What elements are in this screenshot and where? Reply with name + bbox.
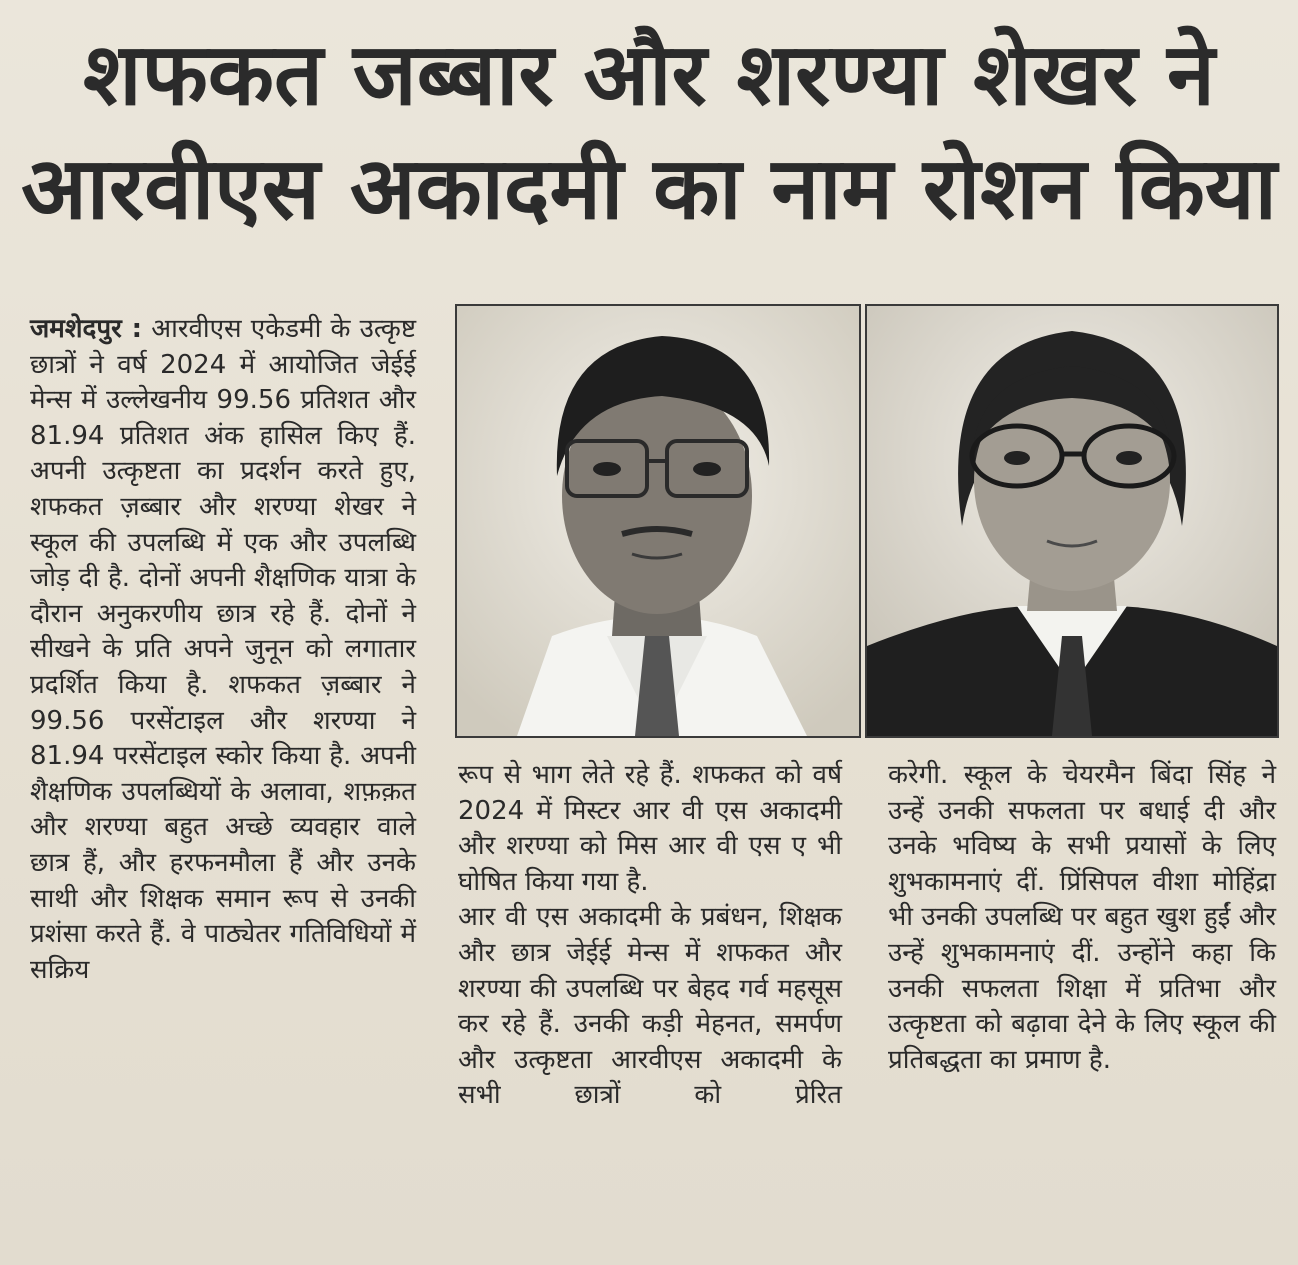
column-2-para-1: रूप से भाग लेते रहे हैं. शफकत को वर्ष 2024 में मिस्टर आर वी एस अकादमी और शरण्या को मिस आर वी एस ए भी घोषित किया गया है. <box>458 760 842 897</box>
column-2-para-2: आर वी एस अकादमी के प्रबंधन, शिक्षक और छात्र जेईई मेन्स में शफकत और शरण्या की उपलब्धि पर बेहद गर्व महसूस कर रहे हैं. उनकी कड़ी मेहनत, समर्पण और उत्कृष्टता आरवीएस अकादमी के सभी छात्रों को प्रेरित <box>458 902 842 1111</box>
article-column-1 <box>30 312 416 988</box>
photo-shafkat <box>455 304 861 738</box>
article-column-3 <box>888 758 1276 1078</box>
boy-portrait <box>457 306 859 736</box>
article-column-2 <box>458 758 842 1114</box>
headline-line-2: आरवीएस अकादमी का नाम रोशन किया <box>21 139 1277 239</box>
dateline: जमशेदपुर : <box>30 314 143 344</box>
photo-sharanya <box>865 304 1279 738</box>
column-3-text: करेगी. स्कूल के चेयरमैन बिंदा सिंह ने उन्हें उनकी सफलता पर बधाई दी और उनके भविष्य के सभी प्रयासों के लिए शुभकामनाएं दीं. प्रिंसिपल वीशा मोहिंद्रा भी उनकी उपलब्धि पर बहुत खुश हुईं और उन्हें शुभकामनाएं दीं. उन्होंने कहा कि उनकी सफलता शिक्षा में प्रतिभा और उत्कृष्टता को बढ़ावा देने के लिए स्कूल की प्रतिबद्धता का प्रमाण है. <box>888 760 1276 1075</box>
headline-line-1: शफकत जब्बार और शरण्या शेखर ने <box>83 25 1215 125</box>
girl-portrait <box>867 306 1277 736</box>
headline <box>14 18 1284 246</box>
column-1-text: आरवीएस एकेडमी के उत्कृष्ट छात्रों ने वर्ष 2024 में आयोजित जेईई मेन्स में उल्लेखनीय 99.56 प्रतिशत और 81.94 प्रतिशत अंक हासिल किए हैं. अपनी उत्कृष्टता का प्रदर्शन करते हुए, शफकत ज़ब्बार और शरण्या शेखर ने स्कूल की उपलब्धि में एक और उपलब्धि जोड़ दी है. दोनों अपनी शैक्षणिक यात्रा के दौरान अनुकरणीय छात्र रहे हैं. दोनों ने सीखने के प्रति अपने जुनून को लगातार प्रदर्शित किया है. शफकत ज़ब्बार ने 99.56 परसेंटाइल और शरण्या ने 81.94 परसेंटाइल स्कोर किया है. अपनी शैक्षणिक उपलब्धियों के अलावा, शफ़क़त और शरण्या बहुत अच्छे व्यवहार वाले छात्र हैं, और हरफनमौला हैं और उनके साथी और शिक्षक समान रूप से उनकी प्रशंसा करते हैं. वे पाठ्येतर गतिविधियों में सक्रिय <box>30 314 417 985</box>
